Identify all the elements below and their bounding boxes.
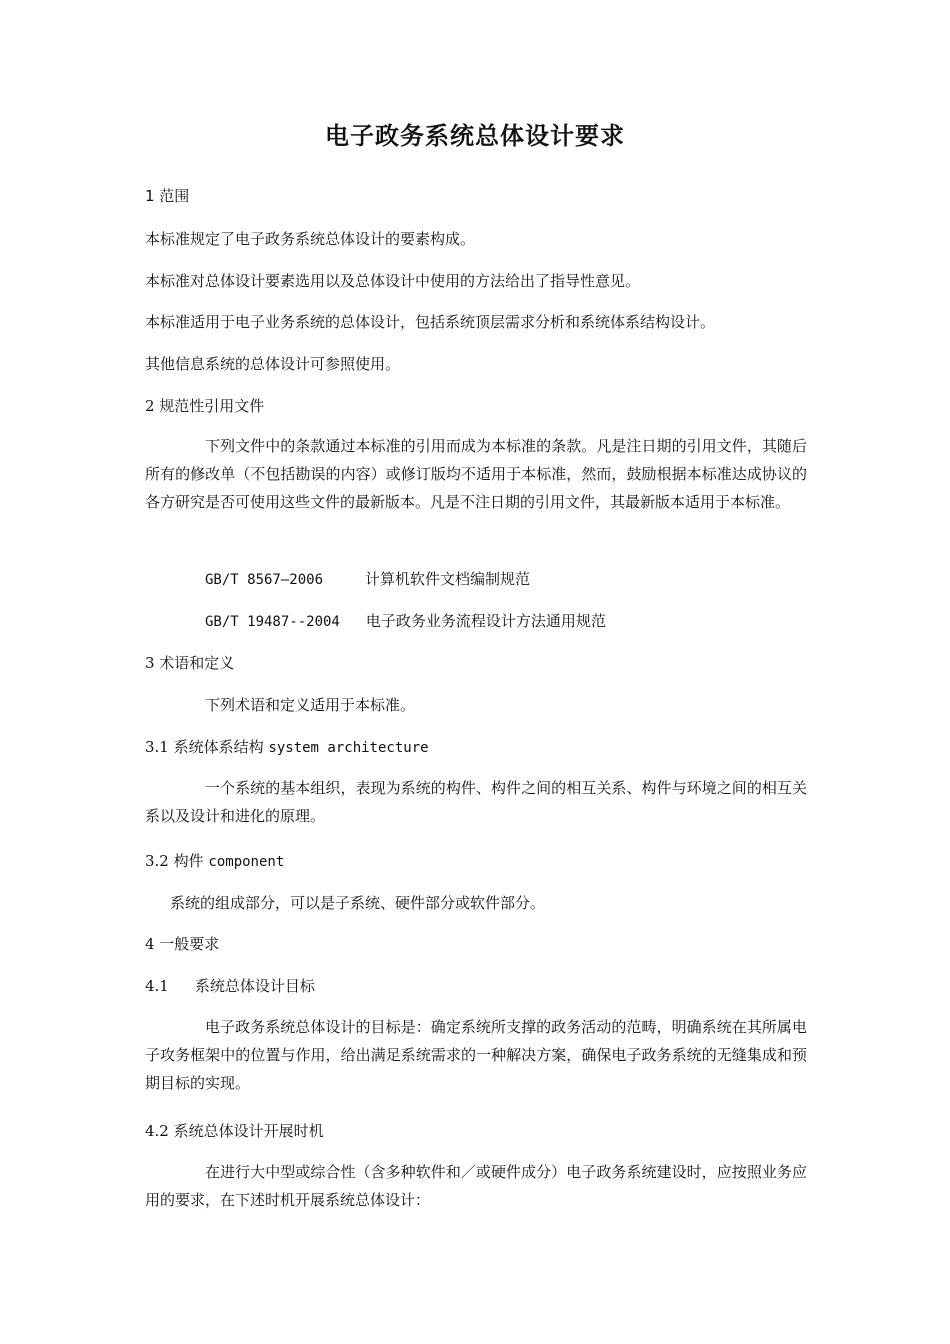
section-3-paragraph: 下列术语和定义适用于本标准。: [205, 696, 416, 714]
subsection-4-2-paragraph: 在进行大中型或综合性（含多种软件和／或硬件成分）电子政务系统建设时，应按照业务应用的要求，在下述时机开展系统总体设计：: [145, 1163, 807, 1209]
subsection-4-1-paragraph: 电子政务系统总体设计的目标是：确定系统所支撑的政务活动的范畴，明确系统在其所属电子攻务框架中的位置与作用，给出满足系统需求的一种解决方案，确保电子政务系统的无缝集成和预期目标的实现。: [145, 1018, 807, 1092]
term-3-1-heading: [145, 737, 429, 758]
term-3-2-definition: 系统的组成部分，可以是子系统、硬件部分或软件部分。: [170, 894, 546, 912]
reference-name: 电子政务业务流程设计方法通用规范: [365, 612, 606, 630]
reference-item: [205, 611, 606, 632]
section-2-paragraph: 下列文件中的条款通过本标准的引用而成为本标准的条款。凡是注日期的引用文件，其随后所有的修改单（不包括勘误的内容）或修订版均不适用于本标准，然而，鼓励根据本标准达成协议的各方研究是否可使用这些文件的最新版本。凡是不注日期的引用文件，其最新版本适用于本标准。: [145, 437, 807, 511]
term-3-2-english: component: [208, 854, 285, 870]
reference-code: GB/T 19487--2004: [205, 614, 340, 630]
document-title: 电子政务系统总体设计要求: [325, 122, 625, 150]
term-3-1-english: system architecture: [268, 740, 429, 756]
section-1-paragraph-3: 本标准适用于电子业务系统的总体设计，包括系统顶层需求分析和系统体系结构设计。: [145, 313, 716, 331]
section-1-heading: 1 范围: [145, 187, 190, 205]
subsection-4-1-title: 系统总体设计目标: [194, 977, 315, 995]
term-3-2-heading: [145, 851, 284, 872]
section-1-paragraph-2: 本标准对总体设计要素选用以及总体设计中使用的方法给出了指导性意见。: [145, 272, 641, 290]
term-3-1-definition: 一个系统的基本组织，表现为系统的构件、构件之间的相互关系、构件与环境之间的相互关系以及设计和进化的原理。: [145, 779, 807, 825]
section-2-heading: 2 规范性引用文件: [145, 397, 265, 415]
reference-item: [205, 569, 530, 590]
subsection-4-1-heading: [145, 976, 315, 996]
reference-code: GB/T 8567—2006: [205, 572, 324, 588]
reference-name: 计算机软件文档编制规范: [365, 570, 531, 588]
subsection-4-1-number: 4.1: [145, 977, 169, 995]
section-3-heading: 3 术语和定义: [145, 654, 235, 672]
term-3-1-chinese: 3.1 系统体系结构: [145, 738, 264, 756]
section-1-paragraph-4: 其他信息系统的总体设计可参照使用。: [145, 355, 401, 373]
subsection-4-2-heading: 4.2 系统总体设计开展时机: [145, 1122, 324, 1140]
section-1-paragraph-1: 本标准规定了电子政务系统总体设计的要素构成。: [145, 230, 476, 248]
section-4-heading: 4 一般要求: [145, 935, 220, 953]
term-3-2-chinese: 3.2 构件: [145, 852, 204, 870]
